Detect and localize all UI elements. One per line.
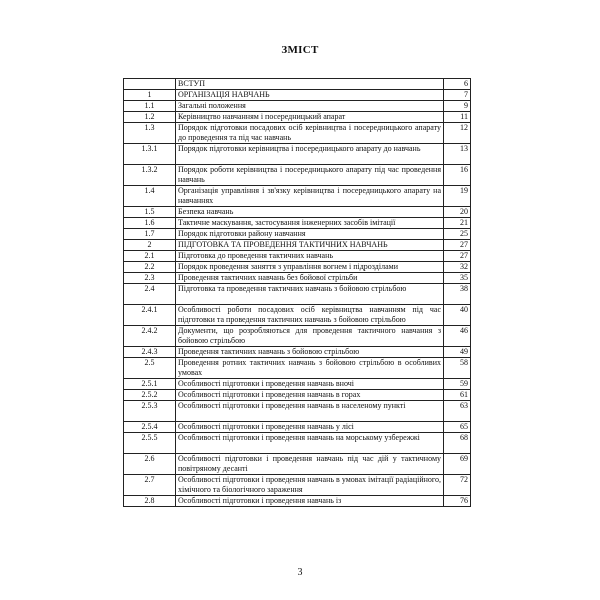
toc-page-number: 58 <box>444 358 471 379</box>
toc-section-title: Особливості роботи посадових осіб керівництва навчанням під час підготовки та проведення тактичних навчань з бойовою стрільбою <box>176 305 444 326</box>
toc-section-title: Особливості підготовки і проведення навчань із <box>176 496 444 507</box>
page-number: 3 <box>297 567 303 578</box>
toc-section-title: Особливості підготовки і проведення навчань на морському узбережжі <box>176 433 444 454</box>
toc-row <box>124 112 471 123</box>
toc-section-title: Підготовка та проведення тактичних навчань з бойовою стрільбою <box>176 284 444 305</box>
toc-section-title: Особливості підготовки і проведення навчань в населеному пункті <box>176 401 444 422</box>
toc-section-number: 2.1 <box>124 251 176 262</box>
toc-section-title: Тактичне маскування, застосування інженерних засобів імітації <box>176 218 444 229</box>
toc-section-title: Порядок підготовки посадових осіб керівництва і посередницького апарату до проведення та під час навчань <box>176 123 444 144</box>
toc-section-number: 2.8 <box>124 496 176 507</box>
toc-section-title: Проведення ротних тактичних навчань з бойовою стрільбою в особливих умовах <box>176 358 444 379</box>
toc-section-number: 2.3 <box>124 273 176 284</box>
toc-section-number: 2.6 <box>124 454 176 475</box>
toc-page-number: 16 <box>444 165 471 186</box>
toc-row <box>124 251 471 262</box>
toc-row <box>124 262 471 273</box>
toc-page-number: 40 <box>444 305 471 326</box>
toc-row <box>124 326 471 347</box>
toc-section-title: Проведення тактичних навчань з бойовою стрільбою <box>176 347 444 358</box>
toc-row <box>124 496 471 507</box>
toc-page-number: 19 <box>444 186 471 207</box>
toc-section-number: 2.4 <box>124 284 176 305</box>
toc-section-title: Особливості підготовки і проведення навчань під час дій у тактичному повітряному десанті <box>176 454 444 475</box>
toc-section-number: 1.4 <box>124 186 176 207</box>
toc-page-number: 21 <box>444 218 471 229</box>
toc-section-title: ОРГАНІЗАЦІЯ НАВЧАНЬ <box>176 90 444 101</box>
toc-section-title: ВСТУП <box>176 79 444 90</box>
toc-row <box>124 240 471 251</box>
toc-section-number: 2.5.4 <box>124 422 176 433</box>
toc-page-number: 6 <box>444 79 471 90</box>
toc-section-number: 2.5.3 <box>124 401 176 422</box>
toc-row <box>124 207 471 218</box>
toc-section-title: Порядок роботи керівництва і посередницького апарату під час проведення навчань <box>176 165 444 186</box>
toc-page-number: 69 <box>444 454 471 475</box>
toc-row <box>124 144 471 165</box>
toc-page-number: 63 <box>444 401 471 422</box>
table-of-contents <box>123 78 471 507</box>
toc-page-number: 13 <box>444 144 471 165</box>
toc-section-number: 1.5 <box>124 207 176 218</box>
toc-page-number: 65 <box>444 422 471 433</box>
toc-row <box>124 379 471 390</box>
toc-page-number: 76 <box>444 496 471 507</box>
toc-section-title: Загальні положення <box>176 101 444 112</box>
toc-row <box>124 454 471 475</box>
toc-section-title: Порядок підготовки керівництва і посередницького апарату до навчань <box>176 144 444 165</box>
toc-section-number: 1.3 <box>124 123 176 144</box>
toc-section-title: Порядок підготовки району навчання <box>176 229 444 240</box>
toc-section-number: 2.2 <box>124 262 176 273</box>
toc-row <box>124 229 471 240</box>
toc-section-title: Особливості підготовки і проведення навчань в горах <box>176 390 444 401</box>
toc-body <box>124 79 471 507</box>
toc-row <box>124 218 471 229</box>
toc-section-number: 1.2 <box>124 112 176 123</box>
toc-row <box>124 347 471 358</box>
toc-section-number: 2.7 <box>124 475 176 496</box>
toc-page-number: 11 <box>444 112 471 123</box>
toc-page-number: 27 <box>444 251 471 262</box>
toc-page-number: 49 <box>444 347 471 358</box>
toc-section-number: 2.4.1 <box>124 305 176 326</box>
toc-section-number: 1.7 <box>124 229 176 240</box>
toc-section-title: Керівництво навчанням і посередницький апарат <box>176 112 444 123</box>
toc-row <box>124 422 471 433</box>
toc-row <box>124 433 471 454</box>
toc-row <box>124 79 471 90</box>
page-title: ЗМІСТ <box>281 44 319 56</box>
toc-row <box>124 101 471 112</box>
toc-row <box>124 165 471 186</box>
toc-page-number: 9 <box>444 101 471 112</box>
toc-section-number <box>124 79 176 90</box>
toc-page-number: 38 <box>444 284 471 305</box>
toc-row <box>124 358 471 379</box>
toc-section-title: ПІДГОТОВКА ТА ПРОВЕДЕННЯ ТАКТИЧНИХ НАВЧАНЬ <box>176 240 444 251</box>
toc-section-title: Безпека навчань <box>176 207 444 218</box>
toc-section-title: Особливості підготовки і проведення навчань вночі <box>176 379 444 390</box>
toc-page-number: 35 <box>444 273 471 284</box>
toc-page-number: 59 <box>444 379 471 390</box>
toc-section-number: 1.3.2 <box>124 165 176 186</box>
toc-section-title: Порядок проведення заняття з управління вогнем і підрозділами <box>176 262 444 273</box>
toc-page-number: 46 <box>444 326 471 347</box>
toc-page-number: 32 <box>444 262 471 273</box>
toc-section-number: 2.5.1 <box>124 379 176 390</box>
toc-page-number: 72 <box>444 475 471 496</box>
toc-section-number: 2.5.2 <box>124 390 176 401</box>
toc-section-title: Особливості підготовки і проведення навчань у лісі <box>176 422 444 433</box>
toc-row <box>124 401 471 422</box>
toc-page-number: 61 <box>444 390 471 401</box>
toc-section-number: 2 <box>124 240 176 251</box>
toc-page-number: 7 <box>444 90 471 101</box>
toc-section-number: 2.5.5 <box>124 433 176 454</box>
toc-row <box>124 123 471 144</box>
toc-section-number: 2.5 <box>124 358 176 379</box>
toc-section-number: 1 <box>124 90 176 101</box>
toc-page-number: 20 <box>444 207 471 218</box>
toc-row <box>124 390 471 401</box>
toc-section-number: 2.4.2 <box>124 326 176 347</box>
toc-row <box>124 186 471 207</box>
toc-page-number: 25 <box>444 229 471 240</box>
toc-page-number: 12 <box>444 123 471 144</box>
toc-row <box>124 90 471 101</box>
toc-section-title: Документи, що розробляються для проведення тактичного навчання з бойовою стрільбою <box>176 326 444 347</box>
toc-section-number: 1.1 <box>124 101 176 112</box>
toc-page-number: 27 <box>444 240 471 251</box>
toc-section-number: 1.6 <box>124 218 176 229</box>
toc-row <box>124 305 471 326</box>
toc-section-title: Організація управління і зв'язку керівництва і посередницького апарату на навчаннях <box>176 186 444 207</box>
toc-section-title: Особливості підготовки і проведення навчань в умовах імітації радіаційного, хімічного та біологічного зараження <box>176 475 444 496</box>
toc-row <box>124 475 471 496</box>
toc-section-number: 2.4.3 <box>124 347 176 358</box>
toc-section-title: Підготовка до проведення тактичних навчань <box>176 251 444 262</box>
toc-section-number: 1.3.1 <box>124 144 176 165</box>
toc-row <box>124 284 471 305</box>
toc-row <box>124 273 471 284</box>
toc-section-title: Проведення тактичних навчань без бойової стрільби <box>176 273 444 284</box>
toc-page-number: 68 <box>444 433 471 454</box>
